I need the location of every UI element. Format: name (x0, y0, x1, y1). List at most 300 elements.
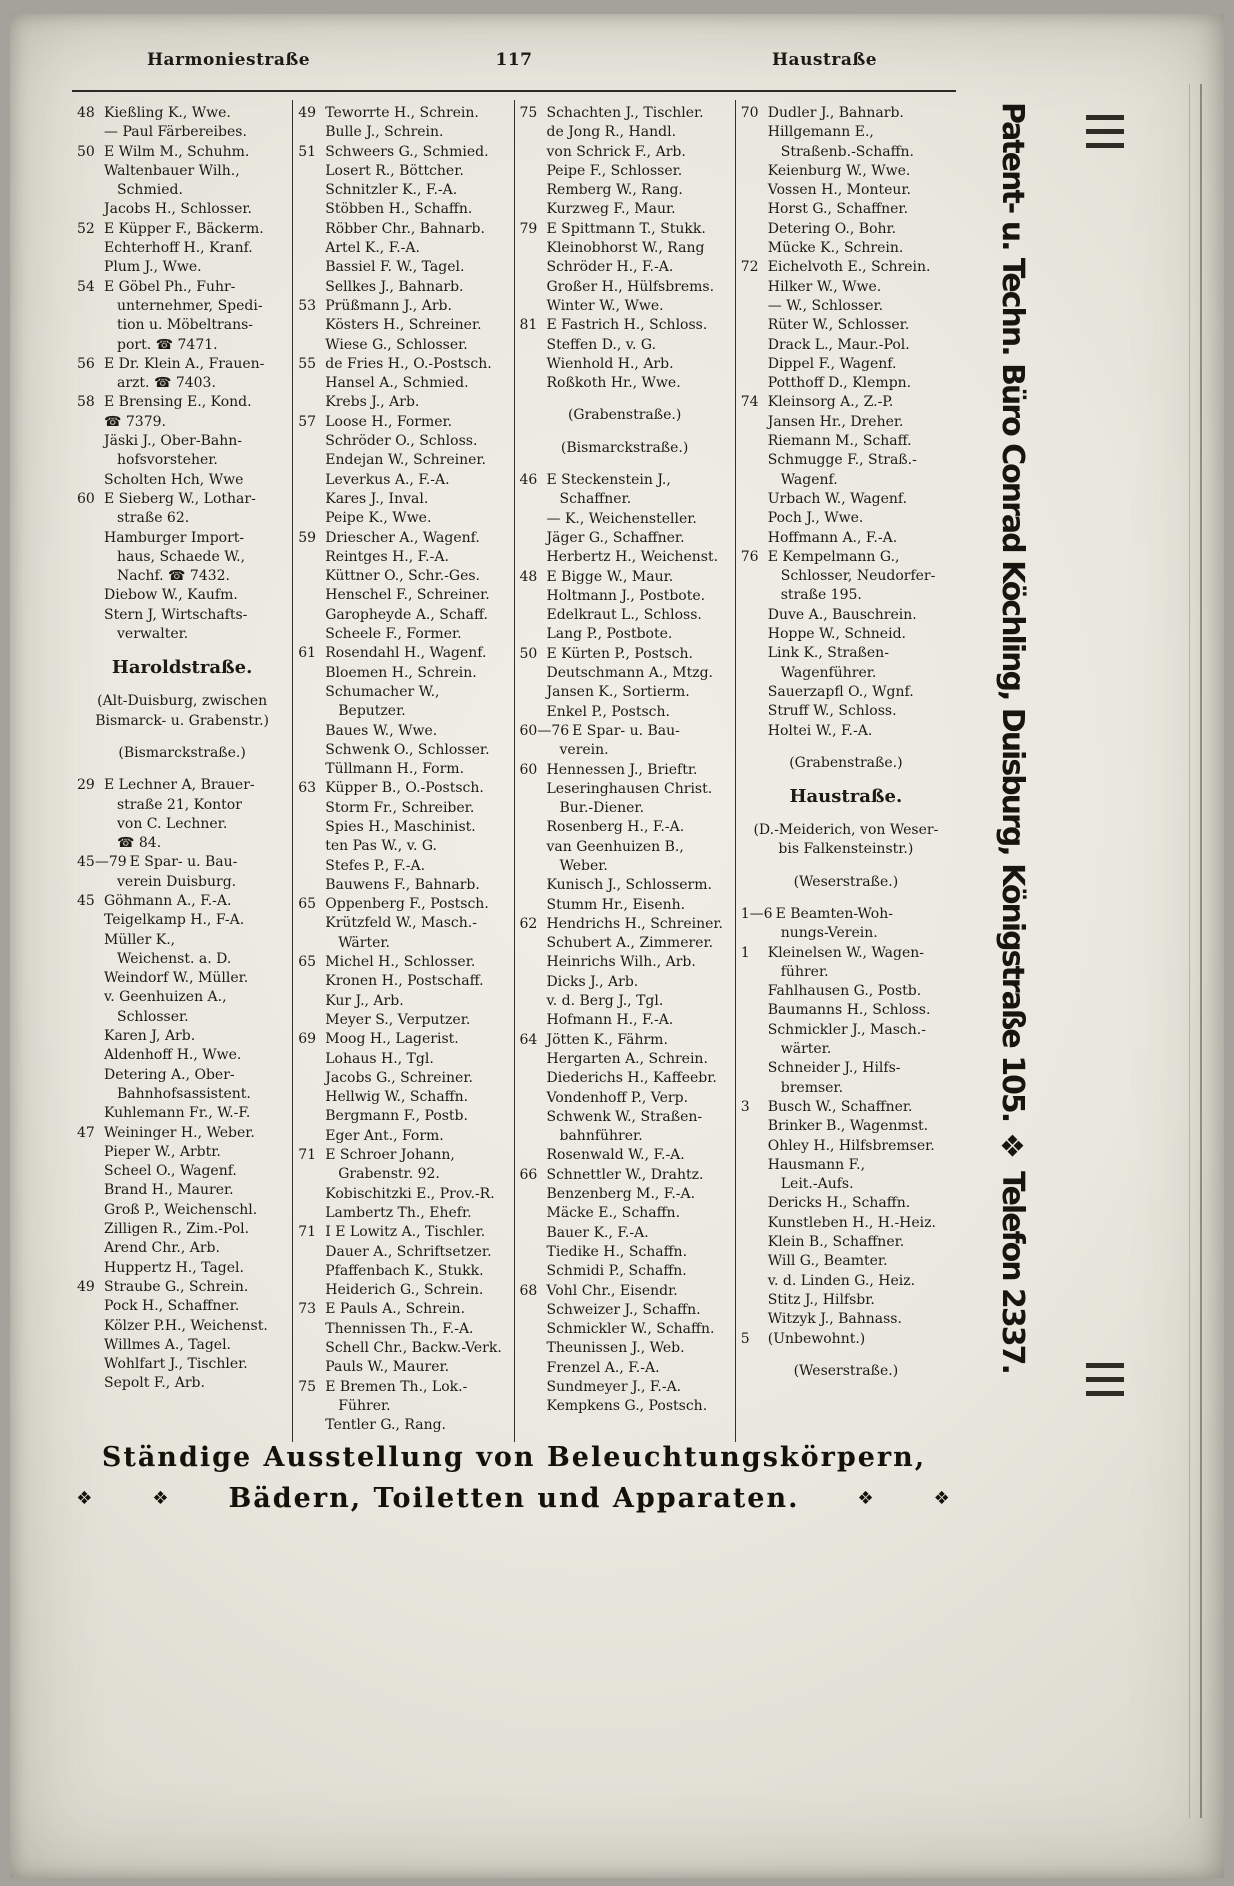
spacer (77, 644, 287, 657)
directory-line: Lohaus H., Tgl. (325, 1050, 434, 1067)
directory-entry (520, 1031, 730, 1050)
entry-text: E Küpper F., Bäckerm. (104, 220, 264, 237)
directory-line: Wärter. (338, 934, 390, 951)
sidebar-advert-text: Patent- u. Techn. Büro Conrad Köchling, Duisburg, Königstraße 105. ❖ Telefon 2337. (995, 102, 1030, 1373)
directory-entry (298, 297, 508, 316)
directory-line: Dauer A., Schriftsetzer. (325, 1243, 492, 1260)
house-number: 65 (298, 954, 317, 971)
directory-entry (741, 1330, 951, 1349)
directory-entry (77, 220, 287, 239)
entry-text: E Beamten-Woh- (775, 905, 893, 922)
directory-line: Krebs J., Arb. (325, 394, 420, 411)
directory-line: Endejan W., Schreiner. (325, 452, 486, 469)
directory-line: Struff W., Schloss. (767, 703, 897, 720)
directory-line: Bauer K., F.-A. (546, 1224, 649, 1241)
entry-text: de Fries H., O.-Postsch. (325, 355, 492, 372)
directory-line: — Paul Färbereibes. (104, 124, 247, 141)
house-number: 75 (298, 1378, 317, 1395)
directory-line: Wagenführer. (780, 664, 877, 681)
directory-line: Rosenberg H., F.-A. (546, 819, 685, 836)
entry-text: Vohl Chr., Eisendr. (546, 1282, 678, 1299)
directory-line: Krützfeld W., Masch.- (325, 915, 477, 932)
street-note: (Grabenstraße.) (789, 754, 903, 771)
directory-line: Herbertz H., Weichenst. (546, 549, 719, 566)
page-edge-line-inner (1189, 84, 1190, 1818)
directory-entry (520, 220, 730, 239)
house-number: 60—76 (519, 722, 570, 739)
house-number: 51 (298, 143, 317, 160)
directory-line: Groß P., Weichenschl. (104, 1201, 258, 1218)
diamond-icon: ❖ (152, 1488, 171, 1509)
directory-entry (741, 1098, 951, 1117)
directory-line: Peipe K., Wwe. (325, 510, 432, 527)
directory-line: Leverkus A., F.-A. (325, 471, 450, 488)
directory-line: Dicks J., Arb. (546, 973, 639, 990)
directory-line: Lambertz Th., Ehefr. (325, 1204, 472, 1221)
directory-entry (741, 258, 951, 277)
directory-line: Röbber Chr., Bahnarb. (325, 220, 485, 237)
directory-line: Pieper W., Arbtr. (104, 1143, 221, 1160)
directory-entry (741, 104, 951, 123)
house-number: 61 (298, 645, 317, 662)
spacer (77, 731, 287, 744)
directory-entry (298, 1030, 508, 1049)
entry-text: E Spar- u. Bau- (572, 722, 680, 739)
directory-line: Kösters H., Schreiner. (325, 317, 482, 334)
spacer (520, 458, 730, 471)
directory-entry (741, 548, 951, 567)
directory-line: Kur J., Arb. (325, 992, 404, 1009)
house-number: 76 (740, 548, 759, 565)
entry-text: Hendrichs H., Schreiner. (546, 915, 724, 932)
directory-line: Lang P., Postbote. (546, 626, 673, 643)
paper (10, 14, 1224, 1878)
house-number: 49 (77, 1278, 95, 1295)
diamond-icon: ❖ (857, 1488, 876, 1509)
directory-line: — K., Weichensteller. (546, 510, 697, 527)
directory-entry (298, 143, 508, 162)
directory-line: Roßkoth Hr., Wwe. (546, 375, 681, 392)
street-note: (Alt-Duisburg, zwischen (97, 693, 268, 710)
house-number: 81 (519, 317, 538, 334)
street-note: (Bismarckstraße.) (560, 439, 689, 456)
directory-line: von Schrick F., Arb. (546, 143, 686, 160)
directory-line: Schumacher W., (325, 683, 440, 700)
directory-line: van Geenhuizen B., (546, 838, 684, 855)
directory-line: Hamburger Import- (104, 529, 245, 546)
entry-text: E Spittmann T., Stukk. (546, 220, 706, 237)
directory-line: Stitz J., Hilfsbr. (767, 1291, 875, 1308)
directory-line: Duve A., Bauschrein. (767, 606, 917, 623)
directory-line: Mäcke E., Schaffn. (546, 1205, 681, 1222)
footer-advert-line1: Ständige Ausstellung von Beleuchtungskörpern, (101, 1442, 927, 1473)
directory-entry (741, 944, 951, 963)
directory-line: Kurzweg F., Maur. (546, 201, 676, 218)
directory-line: Großer H., Hülfsbrems. (546, 278, 715, 295)
street-note: (Bismarckstraße.) (118, 744, 246, 761)
house-number: 48 (519, 568, 538, 585)
house-number: 60 (77, 490, 95, 507)
entry-text: E Dr. Klein A., Frauen- (104, 355, 265, 372)
directory-line: Wienhold H., Arb. (546, 355, 674, 372)
entry-text: E Steckenstein J., (546, 472, 671, 489)
directory-line: Frenzel A., F.-A. (546, 1359, 660, 1376)
footer-advert-line2-text: Bädern, Toiletten und Apparaten. (228, 1483, 800, 1514)
directory-line: Urbach W., Wagenf. (767, 490, 908, 507)
directory-line: Schnitzler K., F.-A. (325, 182, 458, 199)
diamond-icon: ❖ (76, 1488, 95, 1509)
street-note: (D.-Meiderich, von Weser- (753, 822, 939, 839)
directory-line: Brinker B., Wagenmst. (767, 1118, 929, 1135)
entry-text: Michel H., Schlosser. (325, 954, 476, 971)
entry-text: Rosendahl H., Wagenf. (325, 645, 487, 662)
directory-line: Hellwig W., Schaffn. (325, 1089, 469, 1106)
directory-line: Brand H., Maurer. (104, 1182, 234, 1199)
entry-text: Kleinsorg A., Z.-P. (767, 394, 894, 411)
entry-text: Hennessen J., Brieftr. (546, 761, 698, 778)
directory-entry (520, 915, 730, 934)
directory-entry (298, 953, 508, 972)
directory-entry (77, 1278, 287, 1297)
directory-line: Weber. (559, 857, 608, 874)
spacer (741, 808, 951, 821)
house-number: 46 (519, 472, 538, 489)
directory-entry (77, 490, 287, 509)
directory-line: Witzyk J., Bahnass. (767, 1311, 902, 1328)
directory-line: Fahlhausen G., Postb. (767, 983, 922, 1000)
directory-line: Vossen H., Monteur. (767, 182, 911, 199)
directory-line: Losert R., Böttcher. (325, 162, 464, 179)
entry-text: E Sieberg W., Lothar- (104, 490, 256, 507)
street-note: Bismarck- u. Grabenstr.) (95, 712, 270, 729)
directory-line: Keienburg W., Wwe. (767, 162, 911, 179)
directory-line: Potthoff D., Klempn. (767, 375, 912, 392)
directory-line: Zilligen R., Zim.-Pol. (104, 1221, 250, 1238)
house-number: 66 (519, 1166, 538, 1183)
directory-line: Diederichs H., Kaffeebr. (546, 1070, 717, 1087)
street-heading: Haroldstraße. (111, 657, 253, 679)
directory-line: straße 21, Kontor (117, 796, 242, 813)
directory-line: Waltenbauer Wilh., (104, 162, 240, 179)
house-number: 73 (298, 1301, 317, 1318)
directory-entry (741, 393, 951, 412)
directory-line: Stefes P., F.-A. (325, 857, 426, 874)
directory-line: ten Pas W., v. G. (325, 838, 437, 855)
directory-line: ☎ 84. (117, 835, 162, 852)
page-number: 117 (495, 50, 533, 70)
house-number: 45—79 (77, 854, 127, 871)
house-number: 64 (519, 1031, 538, 1048)
directory-line: Schmickler J., Masch.- (767, 1021, 926, 1038)
directory-line: Deutschmann A., Mtzg. (546, 665, 714, 682)
directory-line: Thennissen Th., F.-A. (325, 1320, 474, 1337)
directory-line: straße 195. (780, 587, 862, 604)
header-street-left: Harmoniestraße (147, 50, 311, 70)
directory-line: Jäski J., Ober-Bahn- (104, 433, 242, 450)
directory-line: Scheel O., Wagenf. (104, 1163, 237, 1180)
entry-text: E Göbel Ph., Fuhr- (104, 278, 236, 295)
house-number: 71 (298, 1224, 317, 1241)
directory-line: Sundmeyer J., F.-A. (546, 1379, 682, 1395)
entry-text: Schachten J., Tischler. (546, 105, 704, 121)
entry-text: Eichelvoth E., Schrein. (767, 259, 931, 276)
directory-line: Echterhoff H., Kranf. (104, 240, 253, 257)
directory-line: Wiese G., Schlosser. (325, 336, 468, 353)
directory-line: Meyer S., Verputzer. (325, 1011, 471, 1028)
house-number: 53 (298, 297, 317, 314)
directory-line: haus, Schaede W., (117, 548, 246, 565)
directory-line: Hilker W., Wwe. (767, 278, 882, 295)
house-number: 62 (519, 915, 538, 932)
directory-line: Baues W., Wwe. (325, 722, 438, 739)
directory-line: Schaffner. (559, 491, 632, 508)
spacer (741, 741, 951, 754)
directory-line: Schlosser, Neudorfer- (780, 568, 936, 585)
entry-text: Schnettler W., Drahtz. (546, 1166, 704, 1183)
directory-line: Garopheyde A., Schaff. (325, 606, 488, 623)
directory-entry (520, 316, 730, 335)
entry-text: E Bigge W., Maur. (546, 568, 674, 585)
entry-text: Straube G., Schrein. (104, 1278, 249, 1295)
house-number: 75 (519, 105, 538, 121)
directory-line: Dippel F., Wagenf. (767, 355, 897, 372)
spacer (520, 426, 730, 439)
entry-text: Kleinelsen W., Wagen- (767, 944, 924, 961)
directory-line: Henschel F., Schreiner. (325, 587, 490, 604)
directory-entry (520, 645, 730, 664)
directory-line: Kunisch J., Schlosserm. (546, 877, 712, 894)
house-number: 56 (77, 355, 95, 372)
directory-line: Leit.-Aufs. (780, 1176, 854, 1193)
directory-line: verein Duisburg. (117, 873, 237, 890)
entry-text: E Wilm M., Schuhm. (104, 143, 250, 160)
directory-line: Artel K., F.-A. (325, 240, 420, 257)
directory-entry (77, 1124, 287, 1143)
house-number: 54 (77, 278, 95, 295)
directory-line: Diebow W., Kaufm. (104, 587, 238, 604)
house-number: 58 (77, 394, 95, 411)
directory-line: ☎ 7379. (104, 413, 166, 430)
house-number: 49 (298, 105, 317, 121)
directory-line: Poch J., Wwe. (767, 510, 864, 527)
directory-line: Stöbben H., Schaffn. (325, 201, 473, 218)
entry-text: E Pauls A., Schrein. (325, 1301, 466, 1318)
directory-line: bremser. (780, 1079, 844, 1096)
directory-line: Kronen H., Postschaff. (325, 973, 484, 990)
directory-line: Jäger G., Schaffner. (546, 529, 685, 546)
directory-line: Heiderich G., Schrein. (325, 1282, 484, 1299)
directory-line: Huppertz H., Tagel. (104, 1259, 244, 1276)
directory-line: Rüter W., Schlosser. (767, 317, 910, 334)
directory-line: Führer. (338, 1397, 391, 1414)
directory-entry (298, 1146, 508, 1165)
footer-advert (72, 1442, 956, 1514)
directory-entry (77, 853, 287, 872)
directory-column-3 (514, 100, 735, 1442)
directory-line: Benzenberg M., F.-A. (546, 1186, 696, 1203)
house-number: 1—6 (740, 905, 773, 922)
entry-text: Schweers G., Schmied. (325, 143, 489, 160)
directory-line: Pfaffenbach K., Stukk. (325, 1262, 484, 1279)
directory-line: Aldenhoff H., Wwe. (104, 1047, 242, 1064)
directory-entry (77, 355, 287, 374)
directory-entry (298, 1378, 508, 1397)
directory-line: de Jong R., Handl. (546, 124, 677, 141)
directory-line: v. Geenhuizen A., (104, 989, 227, 1006)
house-number: 79 (519, 220, 538, 237)
directory-line: Eger Ant., Form. (325, 1127, 444, 1144)
entry-text: Küpper B., O.-Postsch. (325, 780, 484, 797)
directory-line: Schneider J., Hilfs- (767, 1060, 901, 1077)
spacer (741, 892, 951, 905)
directory-line: — W., Schlosser. (767, 297, 884, 314)
directory-line: Bloemen H., Schrein. (325, 664, 477, 681)
directory-entry (520, 761, 730, 780)
entry-text: Moog H., Lagerist. (325, 1031, 459, 1048)
directory-line: Kleinobhorst W., Rang (546, 240, 705, 257)
directory-line: Schubert A., Zimmerer. (546, 935, 714, 952)
directory-line: Stumm Hr., Eisenh. (546, 896, 686, 913)
entry-text: Teworrte H., Schrein. (325, 105, 479, 121)
directory-line: Schweizer J., Schaffn. (546, 1301, 701, 1318)
street-note: (Weserstraße.) (793, 873, 899, 890)
street-note: (Grabenstraße.) (567, 407, 682, 424)
directory-line: Sellkes J., Bahnarb. (325, 278, 464, 295)
directory-line: Spies H., Maschinist. (325, 818, 476, 835)
directory-line: Schmidi P., Schaffn. (546, 1263, 687, 1280)
directory-entry (77, 143, 287, 162)
directory-line: Nachf. ☎ 7432. (117, 568, 231, 585)
entry-text: Jötten K., Fährm. (546, 1031, 668, 1048)
house-number: 47 (77, 1124, 95, 1141)
directory-entry (520, 722, 730, 741)
directory-entry (298, 104, 508, 123)
directory-line: Küttner O., Schr.-Ges. (325, 568, 481, 585)
directory-line: Schröder O., Schloss. (325, 433, 478, 450)
entry-text: E Bremen Th., Lok.- (325, 1378, 468, 1395)
directory-line: Tüllmann H., Form. (325, 761, 465, 778)
footer-advert-line2 (72, 1483, 956, 1514)
directory-line: Hansel A., Schmied. (325, 375, 469, 392)
header-rule (72, 90, 956, 92)
directory-line: Kuhlemann Fr., W.-F. (104, 1105, 251, 1122)
directory-line: verein. (559, 742, 609, 759)
directory-columns (72, 100, 956, 1442)
directory-line: Hofmann H., F.-A. (546, 1012, 674, 1029)
entry-text: E Kürten P., Postsch. (546, 645, 693, 662)
house-number: 60 (519, 761, 538, 778)
directory-entry (77, 278, 287, 297)
entry-text: E Fastrich H., Schloss. (546, 317, 708, 334)
house-number: 57 (298, 413, 317, 430)
spacer (741, 1349, 951, 1362)
directory-line: v. d. Linden G., Heiz. (767, 1272, 916, 1289)
directory-entry (298, 413, 508, 432)
house-number: 50 (519, 645, 538, 662)
house-number: 45 (77, 892, 95, 909)
directory-entry (520, 104, 730, 123)
directory-line: Tiedike H., Schaffn. (546, 1243, 688, 1260)
directory-line: Schmugge F., Straß.- (767, 452, 917, 469)
directory-line: Wohlfart J., Tischler. (104, 1356, 248, 1373)
directory-line: Klein B., Schaffner. (767, 1234, 905, 1251)
entry-text: E Lechner A, Brauer- (104, 777, 255, 794)
directory-line: Beputzer. (338, 703, 406, 720)
directory-line: wärter. (780, 1041, 832, 1058)
directory-line: Kobischitzki E., Prov.-R. (325, 1185, 495, 1202)
entry-text: Oppenberg F., Postsch. (325, 896, 489, 913)
directory-line: Teigelkamp H., F-A. (104, 912, 245, 929)
directory-line: Schlosser. (117, 1008, 189, 1025)
directory-line: Bassiel F. W., Tagel. (325, 259, 465, 276)
directory-column-4 (735, 100, 956, 1442)
directory-line: Holtmann J., Postbote. (546, 587, 706, 604)
house-number: 71 (298, 1147, 317, 1164)
directory-line: port. ☎ 7471. (117, 336, 218, 353)
directory-entry (77, 393, 287, 412)
spacer (520, 393, 730, 406)
directory-line: Jacobs H., Schlosser. (104, 201, 252, 218)
directory-line: hofsvorsteher. (117, 452, 218, 469)
directory-line: Kares J., Inval. (325, 490, 429, 507)
house-number: 52 (77, 220, 95, 237)
directory-line: straße 62. (117, 510, 190, 527)
directory-line: Holtei W., F.-A. (767, 722, 873, 739)
directory-line: Detering A., Ober- (104, 1066, 235, 1083)
directory-line: Heinrichs Wilh., Arb. (546, 954, 696, 971)
directory-line: Scheele F., Former. (325, 626, 462, 643)
entry-text: Kießling K., Wwe. (104, 105, 231, 121)
directory-line: arzt. ☎ 7403. (117, 375, 216, 392)
directory-line: Scholten Hch, Wwe (104, 471, 244, 488)
directory-line: Edelkraut L., Schloss. (546, 607, 702, 624)
spacer (77, 763, 287, 776)
directory-line: Schwenk O., Schlosser. (325, 741, 490, 758)
entry-text: Göhmann A., F.-A. (104, 892, 232, 909)
directory-line: Schmied. (117, 182, 183, 199)
directory-line: Rosenwald W., F.-A. (546, 1147, 685, 1164)
directory-line: Plum J., Wwe. (104, 259, 202, 276)
directory-line: Weichenst. a. D. (117, 950, 232, 967)
directory-entry (298, 779, 508, 798)
directory-line: Reintges H., F.-A. (325, 548, 449, 565)
directory-line: Jacobs G., Schreiner. (325, 1069, 473, 1086)
directory-line: Link K., Straßen- (767, 645, 889, 662)
entry-text: (Unbewohnt.) (767, 1330, 866, 1347)
directory-line: tion u. Möbeltrans- (117, 317, 254, 334)
directory-line: Tentler G., Rang. (325, 1417, 447, 1434)
directory-line: Schmickler W., Schaffn. (546, 1321, 715, 1338)
decorative-rules-top-icon (1086, 106, 1124, 157)
house-number: 55 (298, 355, 317, 372)
entry-text: Driescher A., Wagenf. (325, 529, 480, 546)
directory-line: Jansen Hr., Dreher. (767, 413, 904, 430)
directory-line: Storm Fr., Schreiber. (325, 799, 475, 816)
directory-line: Weindorf W., Müller. (104, 970, 249, 987)
house-number: 72 (740, 259, 759, 276)
directory-line: Bur.-Diener. (559, 800, 645, 817)
house-number: 29 (77, 777, 95, 794)
entry-text: I E Lowitz A., Tischler. (325, 1224, 486, 1241)
house-number: 74 (740, 394, 759, 411)
directory-line: Grabenstr. 92. (338, 1166, 440, 1183)
directory-line: Stern J, Wirtschafts- (104, 606, 248, 623)
directory-line: Jansen K., Sortierm. (546, 684, 690, 701)
house-number: 68 (519, 1282, 538, 1299)
directory-line: Kunstleben H., H.-Heiz. (767, 1214, 936, 1231)
directory-entry (298, 1300, 508, 1319)
directory-line: Schwenk W., Straßen- (546, 1108, 703, 1125)
